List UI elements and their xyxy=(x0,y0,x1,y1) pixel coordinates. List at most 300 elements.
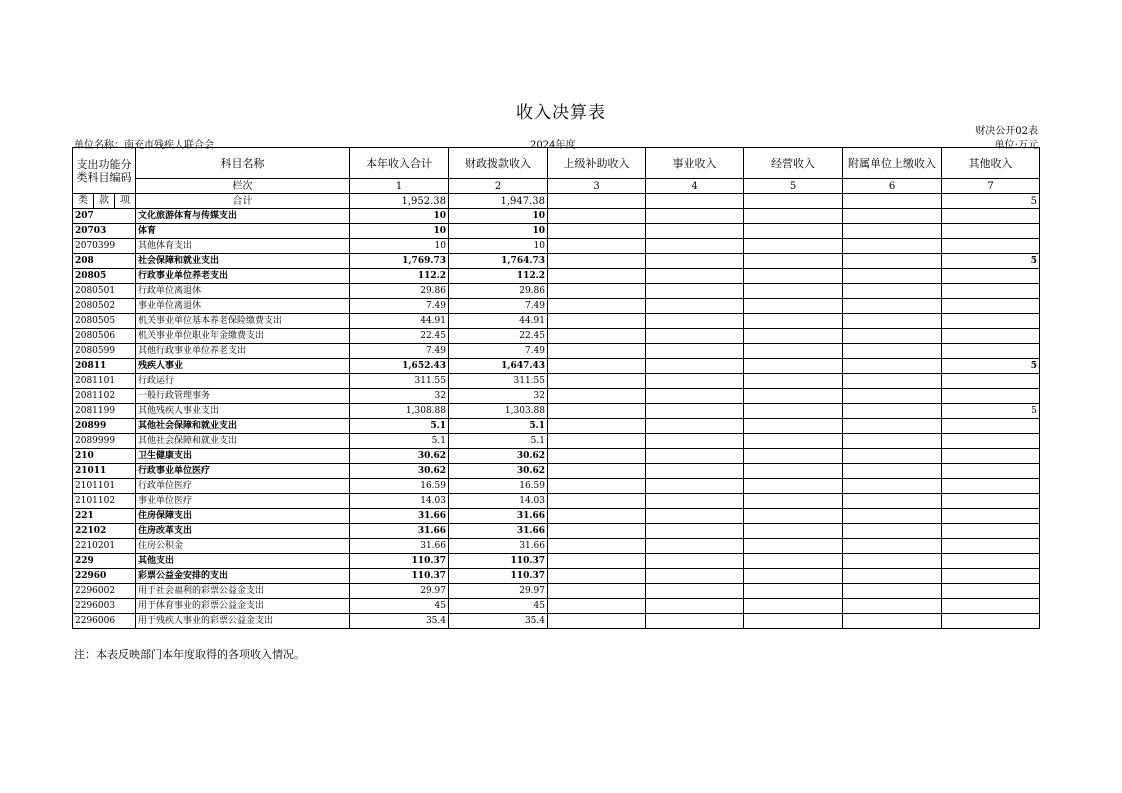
table-row xyxy=(73,554,1040,569)
row-business xyxy=(646,524,744,539)
row-total: 110.37 xyxy=(350,554,449,569)
row-total: 29.97 xyxy=(350,584,449,599)
row-code: 2296003 xyxy=(73,599,136,614)
row-code: 229 xyxy=(73,554,136,569)
table-row xyxy=(73,479,1040,494)
row-fiscal: 16.59 xyxy=(449,479,548,494)
row-code: 2080506 xyxy=(73,329,136,344)
row-name: 事业单位医疗 xyxy=(136,494,350,509)
row-business xyxy=(646,584,744,599)
row-fiscal: 29.86 xyxy=(449,284,548,299)
row-name: 其他残疾人事业支出 xyxy=(136,404,350,419)
row-superior xyxy=(548,584,646,599)
row-operating xyxy=(744,209,843,224)
row-name: 行政单位离退休 xyxy=(136,284,350,299)
row-business xyxy=(646,359,744,374)
row-affiliated xyxy=(843,539,942,554)
row-affiliated xyxy=(843,554,942,569)
row-affiliated xyxy=(843,254,942,269)
total-fiscal: 1,947.38 xyxy=(449,194,548,209)
row-business xyxy=(646,224,744,239)
row-other xyxy=(942,539,1040,554)
table-row xyxy=(73,524,1040,539)
row-superior xyxy=(548,329,646,344)
row-total: 7.49 xyxy=(350,344,449,359)
row-business xyxy=(646,494,744,509)
row-code: 2081199 xyxy=(73,404,136,419)
row-fiscal: 29.97 xyxy=(449,584,548,599)
row-affiliated xyxy=(843,599,942,614)
row-other xyxy=(942,464,1040,479)
row-name: 行政运行 xyxy=(136,374,350,389)
total-superior xyxy=(548,194,646,209)
table-row xyxy=(73,569,1040,584)
row-superior xyxy=(548,614,646,629)
row-operating xyxy=(744,419,843,434)
table-row xyxy=(73,224,1040,239)
row-business xyxy=(646,269,744,284)
table-row xyxy=(73,314,1040,329)
row-affiliated xyxy=(843,284,942,299)
row-fiscal: 31.66 xyxy=(449,509,548,524)
table-row xyxy=(73,374,1040,389)
total-row xyxy=(73,194,1040,209)
total-operating xyxy=(744,194,843,209)
row-affiliated xyxy=(843,209,942,224)
row-business xyxy=(646,329,744,344)
row-total: 44.91 xyxy=(350,314,449,329)
row-fiscal: 311.55 xyxy=(449,374,548,389)
row-other xyxy=(942,299,1040,314)
row-total: 1,769.73 xyxy=(350,254,449,269)
column-index: 7 xyxy=(942,179,1040,194)
row-fiscal: 35.4 xyxy=(449,614,548,629)
row-business xyxy=(646,449,744,464)
row-total: 10 xyxy=(350,239,449,254)
row-other xyxy=(942,209,1040,224)
row-other xyxy=(942,344,1040,359)
row-code: 21011 xyxy=(73,464,136,479)
row-superior xyxy=(548,464,646,479)
row-superior xyxy=(548,554,646,569)
row-business xyxy=(646,614,744,629)
column-index: 1 xyxy=(350,179,449,194)
row-business xyxy=(646,434,744,449)
row-total: 16.59 xyxy=(350,479,449,494)
row-operating xyxy=(744,284,843,299)
total-other: 5 xyxy=(942,194,1040,209)
row-fiscal: 5.1 xyxy=(449,419,548,434)
row-code: 2070399 xyxy=(73,239,136,254)
row-business xyxy=(646,554,744,569)
row-total: 30.62 xyxy=(350,449,449,464)
row-superior xyxy=(548,299,646,314)
row-affiliated xyxy=(843,449,942,464)
total-business xyxy=(646,194,744,209)
row-fiscal: 10 xyxy=(449,239,548,254)
table-row xyxy=(73,419,1040,434)
header-business: 事业收入 xyxy=(646,148,744,179)
column-index-row xyxy=(73,179,1040,194)
row-total: 1,308.88 xyxy=(350,404,449,419)
row-operating xyxy=(744,254,843,269)
row-operating xyxy=(744,329,843,344)
header-other: 其他收入 xyxy=(942,148,1040,179)
table-row xyxy=(73,254,1040,269)
header-row xyxy=(73,148,1040,179)
table-row xyxy=(73,299,1040,314)
row-code: 2296006 xyxy=(73,614,136,629)
row-other xyxy=(942,434,1040,449)
row-other xyxy=(942,554,1040,569)
row-other xyxy=(942,314,1040,329)
row-total: 10 xyxy=(350,209,449,224)
row-operating xyxy=(744,554,843,569)
row-total: 311.55 xyxy=(350,374,449,389)
row-other xyxy=(942,269,1040,284)
row-total: 14.03 xyxy=(350,494,449,509)
row-fiscal: 30.62 xyxy=(449,464,548,479)
table-row xyxy=(73,269,1040,284)
column-index: 5 xyxy=(744,179,843,194)
row-name: 住房保障支出 xyxy=(136,509,350,524)
row-other xyxy=(942,599,1040,614)
page-title: 收入决算表 xyxy=(516,103,606,123)
row-name: 行政单位医疗 xyxy=(136,479,350,494)
row-affiliated xyxy=(843,359,942,374)
row-name: 用于体育事业的彩票公益金支出 xyxy=(136,599,350,614)
row-total: 110.37 xyxy=(350,569,449,584)
row-name: 社会保障和就业支出 xyxy=(136,254,350,269)
income-table xyxy=(72,147,1040,629)
row-operating xyxy=(744,314,843,329)
row-affiliated xyxy=(843,269,942,284)
row-total: 5.1 xyxy=(350,419,449,434)
row-business xyxy=(646,284,744,299)
header-code: 支出功能分类科目编码 xyxy=(73,148,136,194)
row-code: 2080502 xyxy=(73,299,136,314)
row-business xyxy=(646,344,744,359)
row-affiliated xyxy=(843,479,942,494)
row-superior xyxy=(548,509,646,524)
row-fiscal: 31.66 xyxy=(449,524,548,539)
row-operating xyxy=(744,509,843,524)
row-fiscal: 31.66 xyxy=(449,539,548,554)
row-affiliated xyxy=(843,374,942,389)
row-operating xyxy=(744,344,843,359)
row-business xyxy=(646,374,744,389)
row-total: 1,652.43 xyxy=(350,359,449,374)
row-superior xyxy=(548,389,646,404)
row-operating xyxy=(744,599,843,614)
row-operating xyxy=(744,524,843,539)
header-operating: 经营收入 xyxy=(744,148,843,179)
row-business xyxy=(646,254,744,269)
kind-kuan: 款 xyxy=(94,194,115,208)
row-affiliated xyxy=(843,494,942,509)
column-index: 6 xyxy=(843,179,942,194)
row-business xyxy=(646,569,744,584)
row-superior xyxy=(548,239,646,254)
row-affiliated xyxy=(843,299,942,314)
row-fiscal: 10 xyxy=(449,224,548,239)
table-row xyxy=(73,239,1040,254)
row-affiliated xyxy=(843,614,942,629)
table-row xyxy=(73,599,1040,614)
row-other xyxy=(942,389,1040,404)
table-row xyxy=(73,539,1040,554)
row-superior xyxy=(548,569,646,584)
row-code: 207 xyxy=(73,209,136,224)
row-other xyxy=(942,419,1040,434)
row-operating xyxy=(744,614,843,629)
row-affiliated xyxy=(843,224,942,239)
row-name: 住房改革支出 xyxy=(136,524,350,539)
table-row xyxy=(73,209,1040,224)
row-superior xyxy=(548,314,646,329)
kind-lei: 类 xyxy=(73,194,94,208)
row-code: 20703 xyxy=(73,224,136,239)
row-fiscal: 112.2 xyxy=(449,269,548,284)
row-fiscal: 1,764.73 xyxy=(449,254,548,269)
row-operating xyxy=(744,464,843,479)
row-code: 2081102 xyxy=(73,389,136,404)
row-fiscal: 1,303.88 xyxy=(449,404,548,419)
row-other xyxy=(942,479,1040,494)
row-total: 31.66 xyxy=(350,539,449,554)
row-name: 用于残疾人事业的彩票公益金支出 xyxy=(136,614,350,629)
currency-unit: 单位:万元 xyxy=(994,140,1038,151)
row-code: 2089999 xyxy=(73,434,136,449)
row-superior xyxy=(548,269,646,284)
row-operating xyxy=(744,494,843,509)
column-index: 4 xyxy=(646,179,744,194)
row-fiscal: 14.03 xyxy=(449,494,548,509)
row-operating xyxy=(744,224,843,239)
kind-labels xyxy=(73,194,136,209)
row-code: 20805 xyxy=(73,269,136,284)
row-name: 行政事业单位养老支出 xyxy=(136,269,350,284)
row-operating xyxy=(744,239,843,254)
table-row xyxy=(73,389,1040,404)
row-fiscal: 45 xyxy=(449,599,548,614)
row-fiscal: 110.37 xyxy=(449,554,548,569)
row-total: 31.66 xyxy=(350,524,449,539)
row-name: 其他体育支出 xyxy=(136,239,350,254)
table-row xyxy=(73,344,1040,359)
row-code: 2101101 xyxy=(73,479,136,494)
row-affiliated xyxy=(843,329,942,344)
table-row xyxy=(73,359,1040,374)
total-sum: 1,952.38 xyxy=(350,194,449,209)
row-fiscal: 44.91 xyxy=(449,314,548,329)
row-other xyxy=(942,374,1040,389)
row-name: 一般行政管理事务 xyxy=(136,389,350,404)
row-operating xyxy=(744,569,843,584)
row-name: 机关事业单位职业年金缴费支出 xyxy=(136,329,350,344)
row-business xyxy=(646,389,744,404)
table-row xyxy=(73,464,1040,479)
row-other xyxy=(942,569,1040,584)
row-superior xyxy=(548,539,646,554)
row-operating xyxy=(744,359,843,374)
row-other: 5 xyxy=(942,359,1040,374)
row-fiscal: 22.45 xyxy=(449,329,548,344)
row-other: 5 xyxy=(942,254,1040,269)
row-total: 32 xyxy=(350,389,449,404)
row-code: 2081101 xyxy=(73,374,136,389)
footnote: 注：本表反映部门本年度取得的各项收入情况。 xyxy=(74,648,305,661)
row-operating xyxy=(744,449,843,464)
row-name: 机关事业单位基本养老保险缴费支出 xyxy=(136,314,350,329)
row-business xyxy=(646,404,744,419)
row-total: 10 xyxy=(350,224,449,239)
row-name: 其他社会保障和就业支出 xyxy=(136,419,350,434)
row-code: 22102 xyxy=(73,524,136,539)
row-name: 其他社会保障和就业支出 xyxy=(136,434,350,449)
row-other xyxy=(942,239,1040,254)
row-superior xyxy=(548,224,646,239)
row-total: 22.45 xyxy=(350,329,449,344)
header-total: 本年收入合计 xyxy=(350,148,449,179)
table-row xyxy=(73,329,1040,344)
row-code: 20899 xyxy=(73,419,136,434)
row-name: 残疾人事业 xyxy=(136,359,350,374)
row-affiliated xyxy=(843,569,942,584)
row-fiscal: 10 xyxy=(449,209,548,224)
unit-name: 单位名称：南充市残疾人联合会 xyxy=(74,140,214,151)
row-code: 208 xyxy=(73,254,136,269)
row-superior xyxy=(548,599,646,614)
row-operating xyxy=(744,584,843,599)
row-fiscal: 110.37 xyxy=(449,569,548,584)
row-total: 5.1 xyxy=(350,434,449,449)
header-name: 科目名称 xyxy=(136,148,350,179)
row-other xyxy=(942,494,1040,509)
row-code: 2080501 xyxy=(73,284,136,299)
row-superior xyxy=(548,209,646,224)
table-row xyxy=(73,404,1040,419)
row-business xyxy=(646,419,744,434)
column-index: 3 xyxy=(548,179,646,194)
row-superior xyxy=(548,404,646,419)
row-code: 2296002 xyxy=(73,584,136,599)
table-row xyxy=(73,494,1040,509)
row-fiscal: 5.1 xyxy=(449,434,548,449)
row-total: 35.4 xyxy=(350,614,449,629)
row-operating xyxy=(744,434,843,449)
row-fiscal: 32 xyxy=(449,389,548,404)
row-superior xyxy=(548,359,646,374)
report-year: 2024年度 xyxy=(530,140,576,151)
row-superior xyxy=(548,254,646,269)
row-name: 彩票公益金安排的支出 xyxy=(136,569,350,584)
column-index-label: 栏次 xyxy=(136,179,350,194)
row-affiliated xyxy=(843,434,942,449)
header-fiscal: 财政拨款收入 xyxy=(449,148,548,179)
row-other xyxy=(942,509,1040,524)
row-total: 29.86 xyxy=(350,284,449,299)
row-code: 20811 xyxy=(73,359,136,374)
row-affiliated xyxy=(843,509,942,524)
row-business xyxy=(646,239,744,254)
row-fiscal: 7.49 xyxy=(449,299,548,314)
row-business xyxy=(646,299,744,314)
row-name: 文化旅游体育与传媒支出 xyxy=(136,209,350,224)
row-other xyxy=(942,329,1040,344)
row-business xyxy=(646,599,744,614)
row-name: 其他行政事业单位养老支出 xyxy=(136,344,350,359)
row-affiliated xyxy=(843,419,942,434)
row-total: 112.2 xyxy=(350,269,449,284)
row-name: 事业单位离退休 xyxy=(136,299,350,314)
row-affiliated xyxy=(843,464,942,479)
row-operating xyxy=(744,539,843,554)
row-superior xyxy=(548,449,646,464)
row-operating xyxy=(744,374,843,389)
row-name: 卫生健康支出 xyxy=(136,449,350,464)
row-other xyxy=(942,614,1040,629)
row-operating xyxy=(744,404,843,419)
row-affiliated xyxy=(843,314,942,329)
table-row xyxy=(73,434,1040,449)
row-affiliated xyxy=(843,524,942,539)
row-code: 221 xyxy=(73,509,136,524)
row-business xyxy=(646,464,744,479)
row-total: 31.66 xyxy=(350,509,449,524)
row-superior xyxy=(548,434,646,449)
row-total: 45 xyxy=(350,599,449,614)
row-code: 2101102 xyxy=(73,494,136,509)
row-other xyxy=(942,449,1040,464)
row-affiliated xyxy=(843,239,942,254)
row-fiscal: 1,647.43 xyxy=(449,359,548,374)
row-business xyxy=(646,209,744,224)
table-row xyxy=(73,614,1040,629)
column-index: 2 xyxy=(449,179,548,194)
row-operating xyxy=(744,299,843,314)
total-affiliated xyxy=(843,194,942,209)
row-name: 体育 xyxy=(136,224,350,239)
row-code: 22960 xyxy=(73,569,136,584)
total-label: 合计 xyxy=(136,194,350,209)
row-total: 30.62 xyxy=(350,464,449,479)
row-superior xyxy=(548,494,646,509)
row-fiscal: 7.49 xyxy=(449,344,548,359)
row-superior xyxy=(548,374,646,389)
row-name: 其他支出 xyxy=(136,554,350,569)
row-other xyxy=(942,284,1040,299)
row-superior xyxy=(548,284,646,299)
row-name: 行政事业单位医疗 xyxy=(136,464,350,479)
table-row xyxy=(73,584,1040,599)
row-name: 用于社会福利的彩票公益金支出 xyxy=(136,584,350,599)
row-code: 210 xyxy=(73,449,136,464)
row-business xyxy=(646,314,744,329)
row-operating xyxy=(744,269,843,284)
row-affiliated xyxy=(843,404,942,419)
row-fiscal: 30.62 xyxy=(449,449,548,464)
row-superior xyxy=(548,344,646,359)
header-superior: 上级补助收入 xyxy=(548,148,646,179)
kind-xiang: 项 xyxy=(120,195,130,206)
row-business xyxy=(646,509,744,524)
row-affiliated xyxy=(843,389,942,404)
row-other xyxy=(942,584,1040,599)
row-affiliated xyxy=(843,584,942,599)
row-business xyxy=(646,539,744,554)
row-code: 2080505 xyxy=(73,314,136,329)
